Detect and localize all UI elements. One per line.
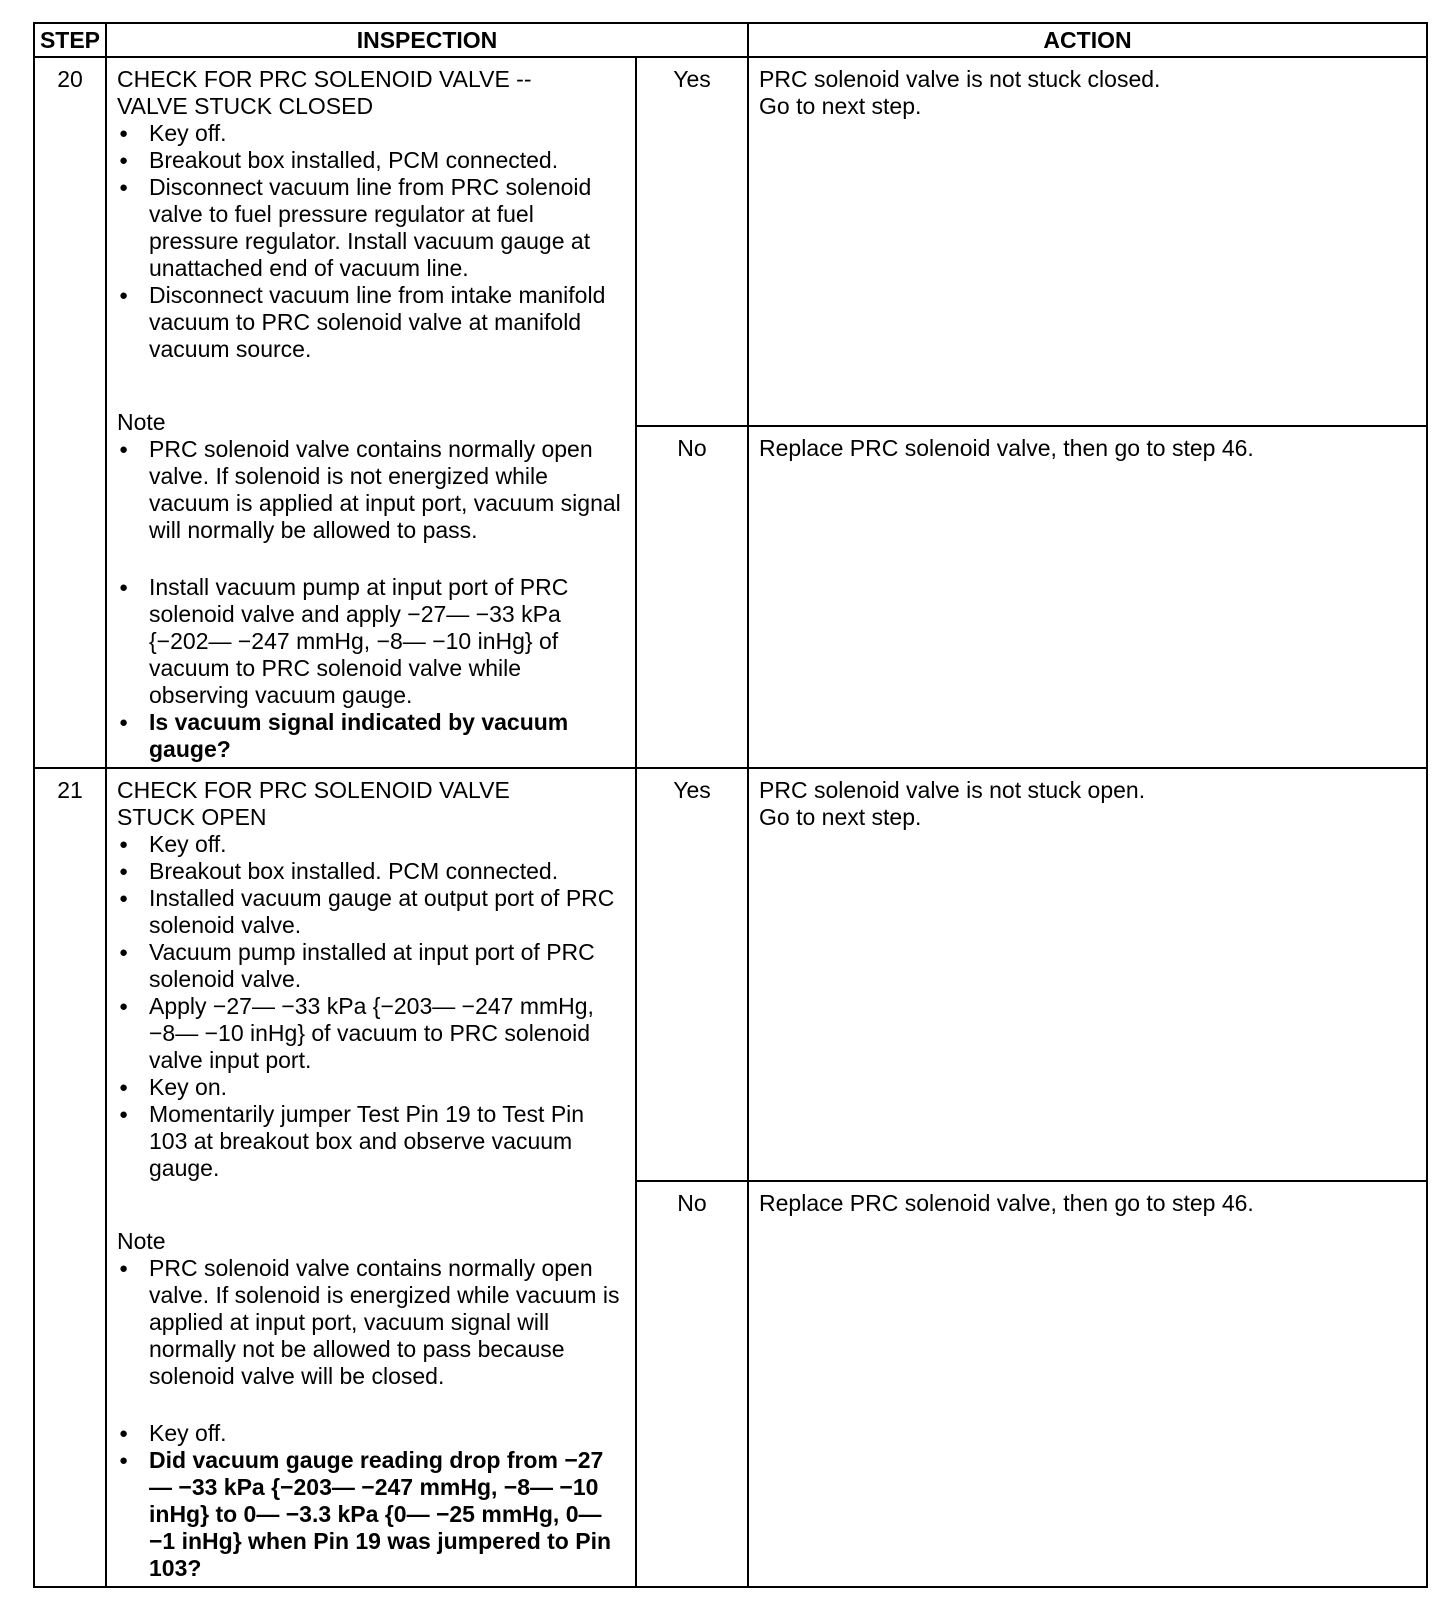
yes-action-line: Go to next step.	[759, 93, 922, 119]
note-bullet: ● PRC solenoid valve contains normally open valve. If solenoid is not energized while vacuum is applied at input port, vacuum signal will normally be allowed to pass.	[117, 436, 625, 544]
note-bullet: ● PRC solenoid valve contains normally open valve. If solenoid is energized while vacuum is applied at input port, vacuum signal will normally not be allowed to pass because solenoid valve will be closed.	[117, 1255, 625, 1390]
inspection-bullet: ● Key off.	[117, 120, 625, 147]
inspection-bullet-list	[117, 1420, 625, 1582]
inspection-bullet: ● Key off.	[117, 1420, 625, 1447]
inspection-bullet: ● Breakout box installed, PCM connected.	[117, 147, 625, 174]
yes-action-line: PRC solenoid valve is not stuck open.	[759, 777, 1146, 803]
yes-action	[748, 768, 1427, 1181]
no-action: Replace PRC solenoid valve, then go to step 46.	[748, 426, 1427, 768]
header-action: ACTION	[748, 23, 1427, 57]
step-21-yes-row	[34, 768, 1427, 1181]
inspection-bullet: ● Installed vacuum gauge at output port of PRC solenoid valve.	[117, 885, 625, 939]
troubleshooting-table	[33, 22, 1428, 1588]
step-20-yes-row	[34, 57, 1427, 426]
inspection-bullet: ● Disconnect vacuum line from intake manifold vacuum to PRC solenoid valve at manifold vacuum source.	[117, 282, 625, 363]
inspection-bullet: ● Breakout box installed. PCM connected.	[117, 858, 625, 885]
inspection-question: ● Did vacuum gauge reading drop from −27— −33 kPa {−203— −247 mmHg, −8— −10 inHg} to 0— −3.3 kPa {0— −25 mmHg, 0— −1 inHg} when Pin 19 was jumpered to Pin 103?	[117, 1447, 625, 1582]
inspection-bullet: ● Vacuum pump installed at input port of PRC solenoid valve.	[117, 939, 625, 993]
note-bullet-list	[117, 1255, 625, 1390]
inspection-bullet-list	[117, 120, 625, 363]
inspection-title-line: VALVE STUCK CLOSED	[117, 93, 374, 119]
inspection-cell	[106, 768, 636, 1587]
note-label: Note	[117, 1228, 166, 1254]
note-bullet-list	[117, 436, 625, 544]
inspection-bullet: ● Key off.	[117, 831, 625, 858]
inspection-question: ● Is vacuum signal indicated by vacuum gauge?	[117, 709, 625, 763]
inspection-bullet: ● Momentarily jumper Test Pin 19 to Test Pin 103 at breakout box and observe vacuum gauge.	[117, 1101, 625, 1182]
header-inspection: INSPECTION	[106, 23, 748, 57]
inspection-title-line: STUCK OPEN	[117, 804, 267, 830]
no-action: Replace PRC solenoid valve, then go to step 46.	[748, 1181, 1427, 1587]
yes-label: Yes	[636, 768, 748, 1181]
inspection-bullet-list	[117, 831, 625, 1182]
inspection-bullet: ● Disconnect vacuum line from PRC solenoid valve to fuel pressure regulator at fuel pressure regulator. Install vacuum gauge at unattached end of vacuum line.	[117, 174, 625, 282]
note-label: Note	[117, 409, 166, 435]
no-label: No	[636, 426, 748, 768]
inspection-title-line: CHECK FOR PRC SOLENOID VALVE	[117, 777, 510, 803]
step-number: 20	[34, 57, 106, 768]
step-number: 21	[34, 768, 106, 1587]
yes-action-line: Go to next step.	[759, 804, 922, 830]
header-row	[34, 23, 1427, 57]
yes-action	[748, 57, 1427, 426]
inspection-bullet: ● Apply −27— −33 kPa {−203— −247 mmHg, −8— −10 inHg} of vacuum to PRC solenoid valve input port.	[117, 993, 625, 1074]
yes-action-line: PRC solenoid valve is not stuck closed.	[759, 66, 1161, 92]
inspection-cell	[106, 57, 636, 768]
yes-label: Yes	[636, 57, 748, 426]
inspection-bullet-list	[117, 574, 625, 763]
header-step: STEP	[34, 23, 106, 57]
inspection-bullet: ● Key on.	[117, 1074, 625, 1101]
inspection-bullet: ● Install vacuum pump at input port of PRC solenoid valve and apply −27— −33 kPa {−202— −247 mmHg, −8— −10 inHg} of vacuum to PRC solenoid valve while observing vacuum gauge.	[117, 574, 625, 709]
inspection-title-line: CHECK FOR PRC SOLENOID VALVE --	[117, 66, 532, 92]
no-label: No	[636, 1181, 748, 1587]
